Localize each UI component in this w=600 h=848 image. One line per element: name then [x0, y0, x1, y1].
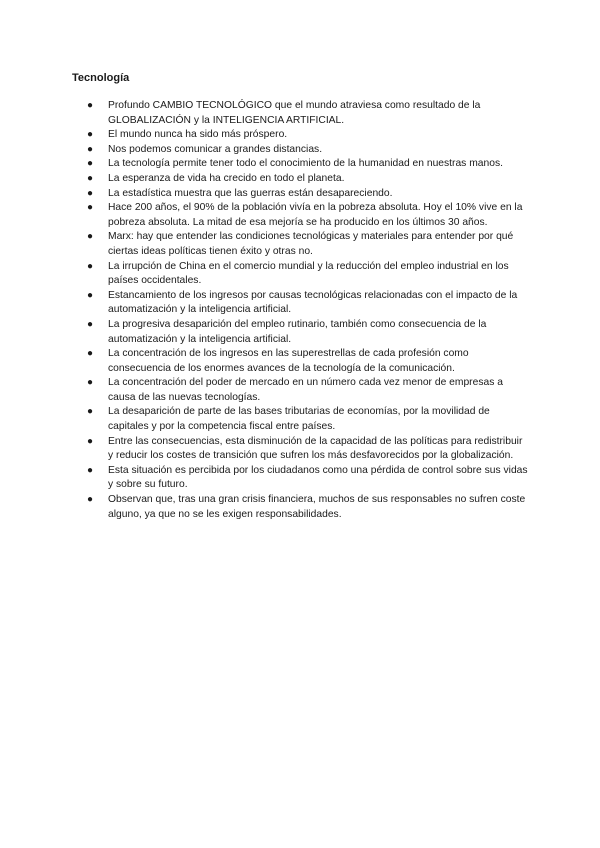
bullet-icon: ● — [87, 289, 94, 301]
list-item — [72, 187, 530, 202]
list-item — [72, 318, 530, 347]
list-item — [72, 201, 530, 230]
list-item-text: La estadística muestra que las guerras están desapareciendo. — [108, 187, 393, 199]
list-item-text: Esta situación es percibida por los ciudadanos como una pérdida de control sobre sus vidas y sobre su futuro. — [108, 464, 528, 491]
list-item — [72, 405, 530, 434]
list-item — [72, 143, 530, 158]
list-item — [72, 99, 530, 128]
list-item-text: La concentración de los ingresos en las superestrellas de cada profesión como consecuencia de los enormes avances de la tecnología de la comunicación. — [108, 348, 469, 374]
list-item-text: Observan que, tras una gran crisis financiera, muchos de sus responsables no sufren coste alguno, ya que no se les exigen responsabilidades. — [108, 494, 526, 520]
list-item — [72, 260, 530, 289]
list-item-text: Estancamiento de los ingresos por causas tecnológicas relacionadas con el impacto de la automatización y la inteligencia artificial. — [108, 289, 518, 316]
bullet-icon: ● — [87, 231, 94, 243]
bullet-icon: ● — [87, 158, 94, 170]
list-item-text: La esperanza de vida ha crecido en todo el planeta. — [108, 172, 345, 184]
list-item — [72, 157, 530, 172]
bullet-icon: ● — [87, 260, 94, 272]
bullet-list — [72, 99, 530, 522]
list-item-text: La irrupción de China en el comercio mundial y la reducción del empleo industrial en los países occidentales. — [108, 260, 509, 287]
list-item — [72, 376, 530, 405]
bullet-icon: ● — [87, 172, 94, 184]
bullet-icon: ● — [87, 202, 94, 214]
list-item — [72, 289, 530, 318]
list-item — [72, 435, 530, 464]
list-item-text: Marx: hay que entender las condiciones tecnológicas y materiales para entender por qué ciertas ideas políticas tienen éxito y otras no. — [108, 231, 514, 257]
list-item — [72, 493, 530, 522]
section-heading: Tecnología — [72, 72, 130, 84]
bullet-icon: ● — [87, 435, 94, 447]
list-item-text: Profundo CAMBIO TECNOLÓGICO que el mundo atraviesa como resultado de la GLOBALIZACIÓN y la INTELIGENCIA ARTIFICIAL. — [108, 100, 481, 126]
list-item-text: Nos podemos comunicar a grandes distancias. — [108, 143, 323, 155]
bullet-icon: ● — [87, 377, 94, 389]
bullet-icon: ● — [87, 464, 94, 476]
bullet-icon: ● — [87, 129, 94, 141]
bullet-icon: ● — [87, 143, 94, 155]
list-item-text: El mundo nunca ha sido más próspero. — [108, 129, 288, 141]
list-item — [72, 347, 530, 376]
list-item-text: La tecnología permite tener todo el conocimiento de la humanidad en nuestras manos. — [108, 158, 503, 170]
bullet-icon: ● — [87, 100, 94, 111]
bullet-icon: ● — [87, 187, 94, 199]
bullet-icon: ● — [87, 348, 94, 360]
list-item-text: La desaparición de parte de las bases tributarias de economías, por la movilidad de capitales y por la competencia fiscal entre países. — [108, 406, 490, 433]
bullet-icon: ● — [87, 494, 94, 506]
list-item-text: Entre las consecuencias, esta disminución de la capacidad de las políticas para redistribuir y reducir los costes de transición que sufren los más desfavorecidos por la globalización. — [108, 435, 523, 462]
list-item-text: La concentración del poder de mercado en un número cada vez menor de empresas a causa de las nuevas tecnologías. — [108, 377, 503, 403]
bullet-icon: ● — [87, 318, 94, 330]
list-item-text: La progresiva desaparición del empleo rutinario, también como consecuencia de la automatización y la inteligencia artificial. — [108, 318, 487, 345]
list-item-text: Hace 200 años, el 90% de la población vivía en la pobreza absoluta. Hoy el 10% vive en la pobreza absoluta. La mitad de esa mejoría se ha producido en los últimos 30 años. — [108, 202, 523, 228]
list-item — [72, 230, 530, 259]
list-item — [72, 172, 530, 187]
bullet-icon: ● — [87, 406, 94, 418]
list-item — [72, 464, 530, 493]
list-item — [72, 128, 530, 143]
